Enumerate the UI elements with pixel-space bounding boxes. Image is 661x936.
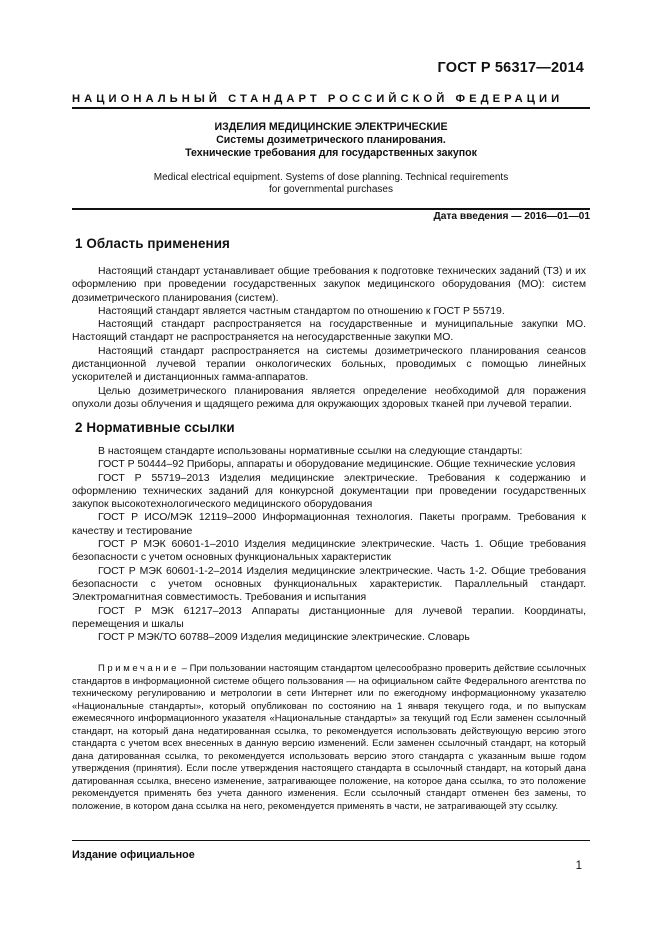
normative-reference-item: ГОСТ Р МЭК/ТО 60788–2009 Изделия медицинские электрические. Словарь [98, 632, 470, 644]
note-text: – При пользовании настоящим стандартом целесообразно проверить действие ссылочных стандартов в информационной системе общего пользования — на официальном сайте Федерального агентства по техническому регулированию и метрологии в сети Интернет или по ежегодному информационному указателю «Национальные стандарты», который опубликован по состоянию на 1 января текущего года, и по выпускам ежемесячного информационного указателя «Национальные стандарты» за текущий год Если заменен ссылочный стандарт, на который дана недатированная ссылка, то рекомендуется использовать действующую версию этого стандарта с учетом всех внесенных в данную версию изменений. Если заменен ссылочный стандарт, на который дана датированная ссылка, то рекомендуется использовать версию этого стандарта с указанным выше годом утверждения (принятия). Если после утверждения настоящего стандарта в ссылочный стандарт, на который дана датированная ссылка, внесено изменение, затрагивающее положение, на которое дана ссылка, то это положение рекомендуется применять без учета данного изменения. Если ссылочный стандарт отменен без замены, то положение, в котором дана ссылка на него, рекомендуется применять в части, не затрагивающей эту ссылку. [72, 663, 586, 812]
intro-date: Дата введения — 2016—01—01 [433, 211, 590, 222]
section-2-heading: 2 Нормативные ссылки [75, 420, 235, 435]
title-bottom-rule [72, 208, 590, 210]
top-rule [72, 107, 590, 109]
normative-reference-item: ГОСТ Р МЭК 60601-1-2–2014 Изделия медицинские электрические. Часть 1-2. Общие требования безопасности с учетом основных функциональных характеристик. Параллельный стандарт. Электромагнитная совместимость. Требования и испытания [72, 565, 586, 604]
section-2-paragraph: В настоящем стандарте использованы нормативные ссылки на следующие стандарты: [98, 446, 523, 457]
edition-label: Издание официальное [72, 849, 195, 861]
gost-number: ГОСТ Р 56317—2014 [437, 60, 584, 76]
section-2-body [72, 445, 586, 644]
page-number: 1 [575, 860, 582, 872]
english-title-line-2: for governmental purchases [269, 184, 393, 195]
normative-reference-item: ГОСТ Р 50444–92 Приборы, аппараты и оборудование медицинские. Общие технические условия [98, 459, 576, 471]
title-line-1: ИЗДЕЛИЯ МЕДИЦИНСКИЕ ЭЛЕКТРИЧЕСКИЕ [214, 121, 448, 133]
english-title [72, 172, 590, 196]
footer-rule [72, 840, 590, 841]
section-1-paragraph: Настоящий стандарт распространяется на системы дозиметрического планирования сеансов дистанционной лучевой терапии онкологических больных, проводимых с помощью линейных ускорителей и дистанционных гамма-аппаратов. [72, 345, 586, 384]
title-line-2: Системы дозиметрического планирования. [216, 134, 446, 146]
national-standard-title: НАЦИОНАЛЬНЫЙ СТАНДАРТ РОССИЙСКОЙ ФЕДЕРАЦИИ [72, 93, 564, 105]
note-block [72, 663, 586, 813]
section-1-paragraph: Целью дозиметрического планирования является определение необходимой для поражения опухоли дозы облучения и щадящего режима для окружающих здоровых тканей при лучевой терапии. [72, 385, 586, 410]
section-1-heading: 1 Область применения [75, 236, 230, 251]
normative-reference-item: ГОСТ Р 55719–2013 Изделия медицинские электрические. Требования к содержанию и оформлению технических заданий для конкурсной документации при проведении государственных закупок высокотехнологического медицинского оборудования [72, 472, 586, 511]
document-title [72, 121, 590, 160]
english-title-line-1: Medical electrical equipment. Systems of dose planning. Technical requirements [153, 172, 509, 183]
section-1-paragraph: Настоящий стандарт распространяется на государственные и муниципальные закупки МО. Настоящий стандарт не распространяется на негосударственные закупки МО. [72, 319, 586, 344]
note-label: Примечание [98, 663, 179, 674]
section-1-body [72, 265, 586, 411]
section-1-paragraph: Настоящий стандарт устанавливает общие требования к подготовке технических заданий (ТЗ) и их оформлению при проведении государственных закупок медицинского оборудования (МО): систем дозиметрического планирования (систем). [72, 266, 586, 304]
title-line-3: Технические требования для государственных закупок [185, 147, 477, 159]
normative-reference-item: ГОСТ Р МЭК 60601-1–2010 Изделия медицинские электрические. Часть 1. Общие требования безопасности с учетом основных функциональных характеристик [72, 539, 586, 564]
section-1-paragraph: Настоящий стандарт является частным стандартом по отношению к ГОСТ Р 55719. [98, 305, 505, 317]
normative-reference-item: ГОСТ Р ИСО/МЭК 12119–2000 Информационная технология. Пакеты программ. Требования к качеству и тестирование [72, 512, 586, 537]
normative-reference-item: ГОСТ Р МЭК 61217–2013 Аппараты дистанционные для лучевой терапии. Координаты, перемещения и шкалы [72, 605, 586, 630]
